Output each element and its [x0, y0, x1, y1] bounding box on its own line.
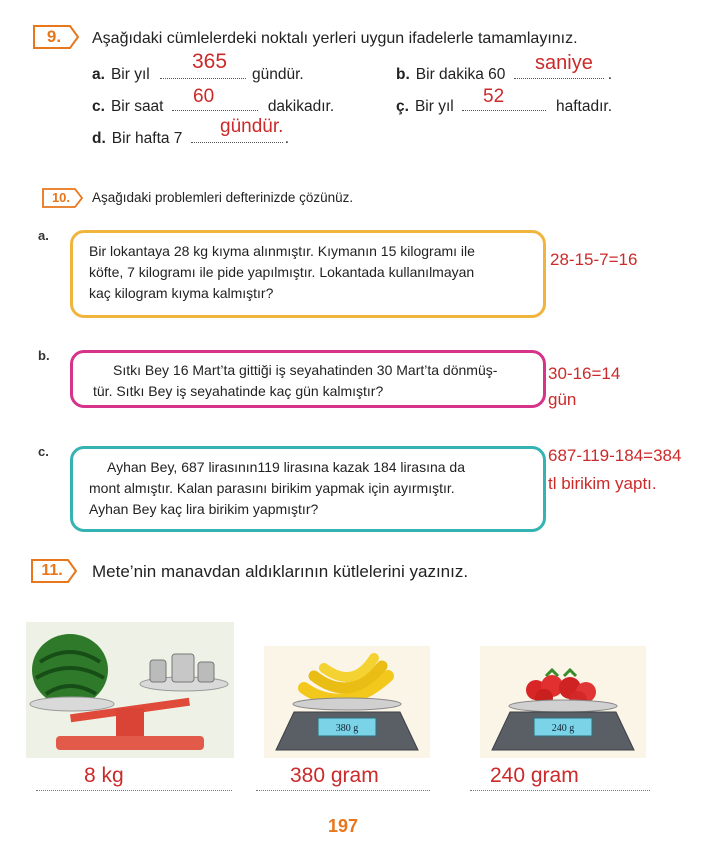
question-9-number: 9. — [28, 22, 80, 52]
q9-item-c: c. Bir saat dakikadır. — [92, 98, 335, 115]
problem-a-line-2: köfte, 7 kilogramı ile pide yapılmıştır. Lokantada kullanılmayan — [89, 264, 475, 280]
banana-scale-icon — [264, 646, 430, 758]
q9-item-b: b. Bir dakika 60 . — [396, 66, 613, 83]
problem-c-line-1: Ayhan Bey, 687 lirasının119 lirasına kazak 184 lirasına da — [107, 459, 465, 475]
problem-b-line-2: tür. Sıtkı Bey iş seyahatinde kaç gün kalmıştır? — [93, 383, 384, 399]
problem-a-letter: a. — [38, 228, 49, 243]
q9-answer-c: 60 — [193, 86, 215, 107]
problem-c-box — [70, 446, 546, 532]
q9-item-cc: ç. Bir yıl haftadır. — [396, 98, 613, 115]
problem-b-line-1: Sıtkı Bey 16 Mart’ta gittiği iş seyahatinden 30 Mart’ta dönmüş- — [113, 362, 498, 378]
question-9-title: Aşağıdaki cümlelerdeki noktalı yerleri uygun ifadelerle tamamlayınız. — [92, 30, 578, 47]
q9-answer-cc: 52 — [483, 86, 505, 107]
svg-text:240 g: 240 g — [551, 723, 575, 734]
mass-answer-banana: 380 gram — [290, 764, 379, 787]
problem-b-solution-1: 30-16=14 — [548, 364, 621, 383]
q9-answer-d: gündür. — [220, 116, 284, 137]
mass-answer-watermelon: 8 kg — [84, 764, 124, 787]
answer-line-1 — [36, 790, 232, 791]
problem-a-box — [70, 230, 546, 318]
problem-c-line-2: mont almıştır. Kalan parasını birikim yapmak için ayırmıştır. — [89, 480, 455, 496]
question-10-title: Aşağıdaki problemleri defterinizde çözünüz. — [92, 190, 354, 205]
problem-a-line-1: Bir lokantaya 28 kg kıyma alınmıştır. Kıymanın 15 kilogramı ile — [89, 243, 475, 259]
question-11-number: 11. — [26, 556, 78, 586]
answer-line-2 — [256, 790, 430, 791]
page-number: 197 — [328, 816, 359, 836]
problem-c-letter: c. — [38, 444, 49, 459]
problem-c-line-3: Ayhan Bey kaç lira birikim yapmıştır? — [89, 501, 319, 517]
problem-b-letter: b. — [38, 348, 50, 363]
q9-item-a: a. Bir yıl gündür. — [92, 66, 304, 83]
q9-item-d: d. Bir hafta 7 . — [92, 130, 290, 147]
problem-b-solution-2: gün — [548, 390, 577, 409]
problem-c-solution-2: tl birikim yaptı. — [548, 474, 657, 493]
problem-a-solution: 28-15-7=16 — [550, 250, 638, 269]
answer-line-3 — [470, 790, 650, 791]
question-11-title: Mete’nin manavdan aldıklarının kütlelerini yazınız. — [92, 562, 469, 581]
problem-b-box — [70, 350, 546, 408]
q9-answer-b: saniye — [535, 52, 593, 74]
watermelon-balance-icon — [26, 622, 234, 758]
problem-c-solution-1: 687-119-184=384 — [548, 446, 682, 465]
problem-a-line-3: kaç kilogram kıyma kalmıştır? — [89, 285, 274, 301]
q9-answer-a: 365 — [192, 50, 228, 73]
question-10-number: 10. — [38, 186, 84, 210]
strawberry-scale-icon — [480, 646, 646, 758]
svg-text:380 g: 380 g — [335, 723, 359, 734]
mass-answer-strawberry: 240 gram — [490, 764, 579, 787]
